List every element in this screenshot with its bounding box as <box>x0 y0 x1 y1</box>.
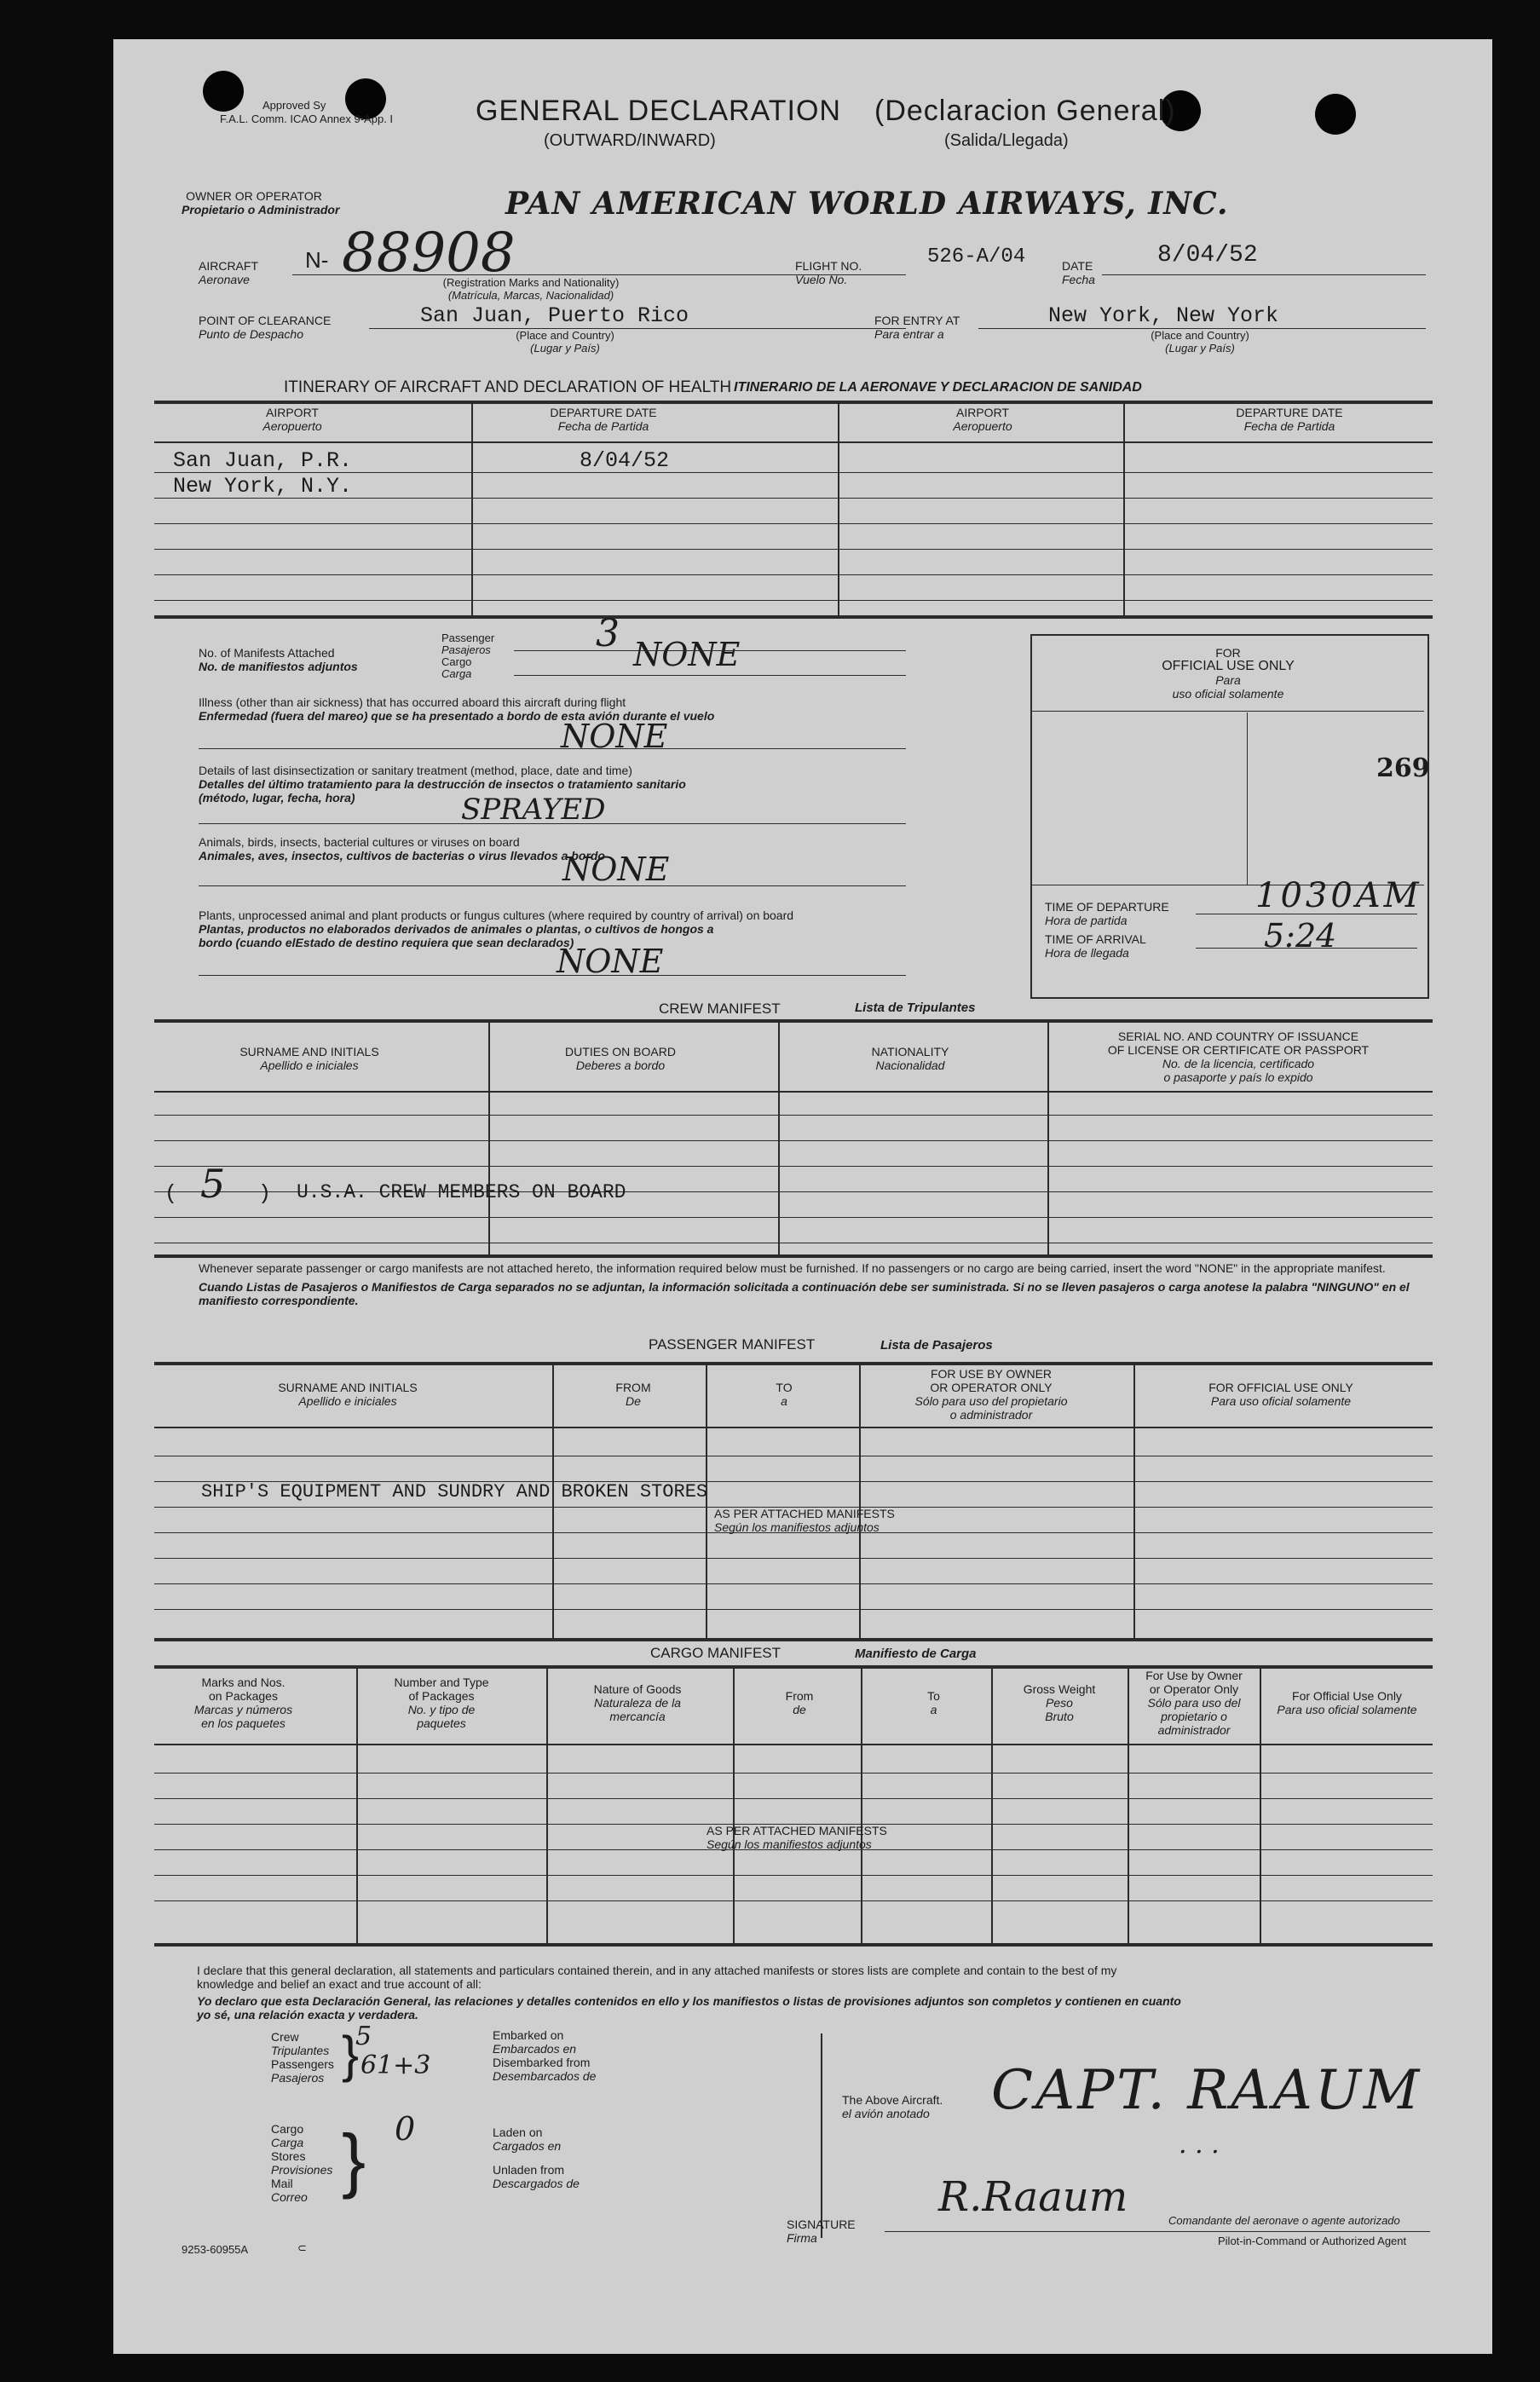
flight-label: FLIGHT NO. Vuelo No. <box>795 259 862 286</box>
crew-passengers-brace: } <box>342 2026 360 2083</box>
approval-reference: F.A.L. Comm. ICAO Annex 9-App. I <box>220 112 394 125</box>
cargo-col-from: From de <box>785 1689 814 1716</box>
pax-col-official-use: FOR OFFICIAL USE ONLY Para uso oficial solamente <box>1208 1381 1353 1408</box>
captain-dots: · · · <box>1179 2137 1220 2167</box>
form-title-es-sub: (Salida/Llegada) <box>944 131 1069 150</box>
plants-value: NONE <box>557 943 664 980</box>
crew-manifest-title-es: Lista de Tripulantes <box>855 1001 976 1015</box>
departure-time-label: TIME OF DEPARTURE Hora de partida <box>1045 900 1169 927</box>
owner-value: PAN AMERICAN WORLD AIRWAYS, INC. <box>505 186 1229 222</box>
clearance-sub: (Place and Country) (Lugar y País) <box>516 329 614 355</box>
itinerary-title: ITINERARY OF AIRCRAFT AND DECLARATION OF HEALTH <box>284 378 732 396</box>
form-title: GENERAL DECLARATION <box>476 95 841 127</box>
itin-col-airport-2: AIRPORT Aeropuerto <box>953 406 1012 433</box>
cargo-col-marks: Marks and Nos. on Packages Marcas y números en los paquetes <box>193 1675 293 1730</box>
plants-label: Plants, unprocessed animal and plant products or fungus cultures (where required by country of arrival) on board Plantas, productos no elaborados derivados de animales o plantas, o cultivos de hongos a bordo (cuando elEstado de destino requiera que sean declarados) <box>199 908 794 949</box>
itin-col-departure-2: DEPARTURE DATE Fecha de Partida <box>1236 406 1343 433</box>
passenger-manifest-title: PASSENGER MANIFEST <box>649 1336 816 1352</box>
passenger-manifests-value: 3 <box>596 612 620 655</box>
commander-label: Pilot-in-Command or Authorized Agent <box>1218 2235 1407 2247</box>
disinsectization-label: Details of last disinsectization or sanitary treatment (method, place, date and time) Detalles del último tratamiento para la destrucción de insectos o tratamiento sanitario (método, lugar, fecha, hora) <box>199 764 686 805</box>
passenger-manifest-title-es: Lista de Pasajeros <box>880 1338 993 1352</box>
animals-label: Animals, birds, insects, bacterial cultures or viruses on board Animales, aves, insectos, cultivos de bacterias o virus llevados a bordo <box>199 835 605 862</box>
crew-passengers-label: Crew Tripulantes Passengers Pasajeros <box>271 2030 334 2085</box>
pax-col-surname: SURNAME AND INITIALS Apellido e iniciales <box>278 1381 418 1408</box>
cargo-manifest-title: CARGO MANIFEST <box>650 1645 782 1661</box>
form-number: 9253-60955A <box>182 2243 249 2256</box>
cargo-col-official-use: For Official Use Only Para uso oficial solamente <box>1277 1689 1417 1716</box>
cargo-col-packages: Number and Type of Packages No. y tipo de paquetes <box>394 1675 489 1730</box>
illness-value: NONE <box>561 718 668 755</box>
date-value: 8/04/52 <box>1157 242 1258 268</box>
entry-value: New York, New York <box>1048 303 1279 328</box>
declared-passengers: 61+3 <box>360 2050 431 2080</box>
entry-sub: (Place and Country) (Lugar y País) <box>1151 329 1249 355</box>
form-title-es: (Declaracion General) <box>874 95 1176 127</box>
form-title-sub: (OUTWARD/INWARD) <box>544 131 716 150</box>
punch-hole <box>1315 94 1356 135</box>
declared-cargo: 0 <box>395 2110 416 2148</box>
clearance-value: San Juan, Puerto Rico <box>420 303 689 328</box>
commander-label-es: Comandante del aeronave o agente autorizado <box>1168 2214 1400 2227</box>
itin-row-1-airport: San Juan, P.R. <box>173 448 353 473</box>
illness-label: Illness (other than air sickness) that has occurred aboard this aircraft during flight Enfermedad (fuera del mareo) que se ha presentado a bordo de esta avión durante el vuelo <box>199 695 715 723</box>
pax-col-from: FROM De <box>615 1381 651 1408</box>
above-aircraft-label: The Above Aircraft. el avión anotado <box>842 2093 943 2120</box>
declared-crew: 5 <box>355 2022 372 2051</box>
crew-col-duties: DUTIES ON BOARD Deberes a bordo <box>565 1045 676 1072</box>
embark-labels: Embarked on Embarcados en Disembarked from Desembarcados de <box>493 2028 597 2083</box>
itin-col-departure: DEPARTURE DATE Fecha de Partida <box>550 406 657 433</box>
cargo-stores-mail-label: Cargo Carga Stores Provisiones Mail Correo <box>271 2122 333 2204</box>
manifest-notice: Whenever separate passenger or cargo manifests are not attached hereto, the information required below must be furnished. If no passengers or no cargo are being carried, insert the word "NONE" in the appropriate manifest. Cuando Listas de Pasajeros o Manifiestos de Carga separados no se adjuntan, la información solicitada a continuación debe ser suministrada. Si no se lleven pasajeros o carga anotese la palabra "NINGUNO" en el manifiesto correspondiente. <box>199 1261 1410 1307</box>
arrival-time-label: TIME OF ARRIVAL Hora de llegada <box>1045 932 1146 960</box>
crew-count-close: ) <box>258 1181 272 1206</box>
clearance-label: POINT OF CLEARANCE Punto de Despacho <box>199 314 332 341</box>
flight-number: 526-A/04 <box>927 245 1026 268</box>
owner-label: OWNER OR OPERATOR Propietario o Administrador <box>182 189 340 216</box>
laden-labels: Laden on Cargados en Unladen from Descargados de <box>493 2125 580 2190</box>
official-stamp-number: 269 <box>1376 753 1430 783</box>
disinsectization-value: SPRAYED <box>461 793 606 827</box>
crew-col-nationality: NATIONALITY Nacionalidad <box>871 1045 949 1072</box>
official-use-label: FOR OFFICIAL USE ONLY Para uso oficial solamente <box>1162 646 1295 701</box>
pax-entry: SHIP'S EQUIPMENT AND SUNDRY AND BROKEN STORES <box>201 1481 708 1502</box>
itin-col-airport: AIRPORT Aeropuerto <box>262 406 322 433</box>
manifest-types: Passenger Pasajeros Cargo Carga <box>441 632 495 680</box>
entry-label: FOR ENTRY AT Para entrar a <box>874 314 960 341</box>
declaration-form <box>113 39 1492 2354</box>
itinerary-title-es: ITINERARIO DE LA AERONAVE Y DECLARACION DE SANIDAD <box>734 380 1142 395</box>
date-label: DATE Fecha <box>1062 259 1095 286</box>
itin-row-2-airport: New York, N.Y. <box>173 474 353 499</box>
declaration-text: I declare that this general declaration, all statements and particulars contained therein, and in any attached manifests or stores lists are complete and contain to the best of my knowledge and belief an exact and true account of all: Yo declaro que esta Declaración General, las relaciones y detalles contenidos en ello y los manifiestos o listas de provisiones adjuntos son completos y contienen en cuanto yo sé, una relación exacta y verdadera. <box>197 1964 1181 2022</box>
animals-value: NONE <box>562 851 670 888</box>
cargo-brace: } <box>342 2120 366 2200</box>
cargo-col-owner-use: For Use by Owner or Operator Only Sólo para uso del propietario o administrador <box>1145 1669 1243 1737</box>
crew-col-surname: SURNAME AND INITIALS Apellido e iniciales <box>239 1045 379 1072</box>
pax-col-to: TO a <box>776 1381 793 1408</box>
crew-entry: U.S.A. CREW MEMBERS ON BOARD <box>297 1181 626 1203</box>
cargo-per-manifests: AS PER ATTACHED MANIFESTS Según los manifiestos adjuntos <box>707 1824 887 1851</box>
signature-label: SIGNATURE Firma <box>787 2218 856 2245</box>
pax-col-owner-use: FOR USE BY OWNER OR OPERATOR ONLY Sólo para uso del propietario o administrador <box>914 1367 1068 1422</box>
approval-line: Approved Sy <box>262 99 326 112</box>
crew-col-license: SERIAL NO. AND COUNTRY OF ISSUANCE OF LICENSE OR CERTIFICATE OR PASSPORT No. de la licencia, certificado o pasaporte y país lo expido <box>1107 1030 1370 1084</box>
cargo-manifests-value: NONE <box>633 636 741 673</box>
departure-time-value: 1030AM <box>1255 876 1422 915</box>
crew-count-open: ( <box>164 1181 178 1206</box>
pax-per-manifests: AS PER ATTACHED MANIFESTS Según los manifiestos adjuntos <box>714 1507 895 1534</box>
manifests-attached-label: No. of Manifests Attached No. de manifiestos adjuntos <box>199 646 358 673</box>
captain-name: CAPT. RAAUM <box>991 2059 1422 2122</box>
aircraft-registration: 88908 <box>342 222 516 285</box>
cargo-col-weight: Gross Weight Peso Bruto <box>1023 1682 1096 1723</box>
cargo-col-to: To a <box>927 1689 940 1716</box>
cargo-col-nature: Nature of Goods Naturaleza de la mercancía <box>593 1682 682 1723</box>
punch-hole <box>203 71 244 112</box>
crew-count: 5 <box>200 1161 226 1207</box>
itin-row-1-departure: 8/04/52 <box>580 448 670 473</box>
signature: R.Raaum <box>938 2173 1128 2221</box>
aircraft-sub: (Registration Marks and Nationality) (Matrícula, Marcas, Nacionalidad) <box>442 276 620 302</box>
aircraft-prefix: N- <box>305 247 329 273</box>
cargo-manifest-title-es: Manifiesto de Carga <box>855 1647 977 1661</box>
crew-manifest-title: CREW MANIFEST <box>659 1001 781 1017</box>
form-mark-icon: ⊂ <box>297 2241 307 2254</box>
arrival-time-value: 5:24 <box>1264 917 1337 955</box>
aircraft-label: AIRCRAFT Aeronave <box>199 259 258 286</box>
